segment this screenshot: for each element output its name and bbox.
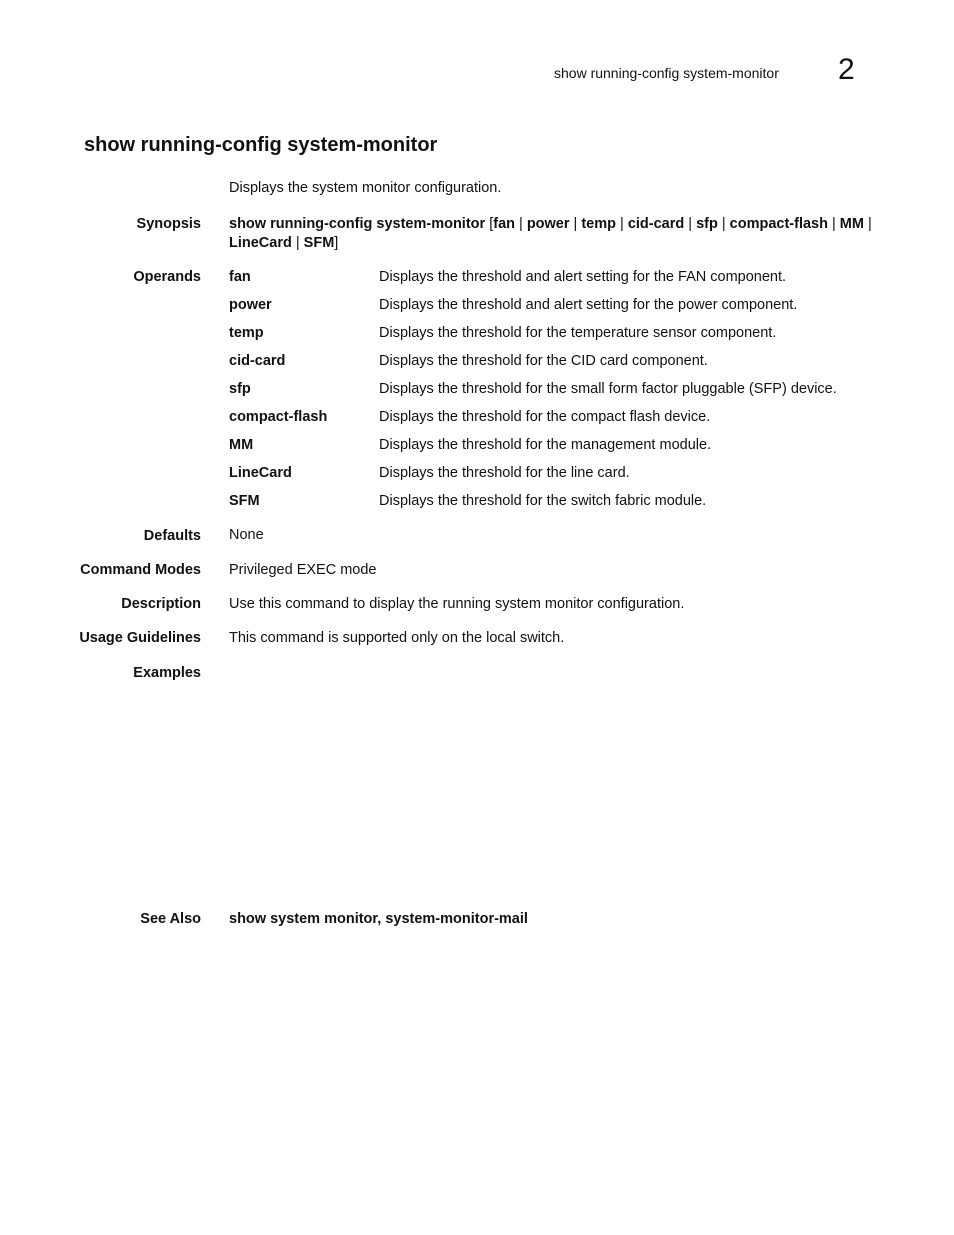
synopsis-option: power — [526, 216, 570, 232]
operand-name: temp — [229, 325, 264, 341]
synopsis-separator: | — [863, 216, 872, 232]
usage-guidelines-value: This command is supported only on the local switch. — [229, 630, 565, 646]
defaults-value: None — [229, 527, 264, 543]
operand-name: fan — [229, 269, 251, 285]
synopsis-command: show running-config system-monitor — [229, 216, 486, 232]
page-title: show running-config system-monitor — [84, 134, 438, 156]
operands-label: Operands — [133, 269, 201, 285]
synopsis-option: temp — [581, 216, 616, 232]
synopsis-option: compact-flash — [729, 216, 828, 232]
synopsis-label: Synopsis — [136, 216, 201, 232]
operand-name: SFM — [229, 493, 260, 509]
see-also-label: See Also — [140, 911, 201, 927]
synopsis-close-bracket: ] — [334, 235, 339, 251]
operand-description: Displays the threshold for the CID card component. — [379, 353, 708, 369]
synopsis-separator: | — [569, 216, 582, 232]
examples-label: Examples — [133, 665, 201, 681]
operand-description: Displays the threshold for the compact flash device. — [379, 409, 711, 425]
synopsis-text — [229, 215, 879, 253]
operand-description: Displays the threshold and alert setting for the power component. — [379, 297, 798, 313]
command-modes-value: Privileged EXEC mode — [229, 562, 377, 578]
synopsis-option: LineCard — [229, 235, 292, 251]
synopsis-option: sfp — [696, 216, 718, 232]
intro-text: Displays the system monitor configuration. — [229, 180, 502, 196]
synopsis-separator: | — [827, 216, 840, 232]
synopsis-separator: | — [717, 216, 730, 232]
usage-guidelines-label: Usage Guidelines — [79, 630, 201, 646]
synopsis-option: fan — [493, 216, 515, 232]
operand-description: Displays the threshold for the small form factor pluggable (SFP) device. — [379, 381, 837, 397]
synopsis-option: SFM — [303, 235, 335, 251]
synopsis-open-bracket: [ — [485, 216, 494, 232]
operand-name: sfp — [229, 381, 251, 397]
defaults-label: Defaults — [143, 528, 201, 544]
synopsis-separator: | — [684, 216, 697, 232]
running-header-title: show running-config system-monitor — [554, 65, 779, 81]
operand-description: Displays the threshold for the management module. — [379, 437, 712, 453]
operand-description: Displays the threshold for the line card. — [379, 465, 630, 481]
synopsis-separator: | — [514, 216, 527, 232]
synopsis-option: MM — [839, 216, 864, 232]
operand-description: Displays the threshold for the temperature sensor component. — [379, 325, 777, 341]
operand-name: power — [229, 297, 272, 313]
operand-description: Displays the threshold and alert setting for the FAN component. — [379, 269, 787, 285]
operand-name: MM — [229, 437, 254, 453]
command-modes-label: Command Modes — [80, 562, 201, 578]
synopsis-separator: | — [616, 216, 628, 232]
synopsis-separator: | — [291, 235, 304, 251]
description-label: Description — [121, 596, 201, 612]
operand-name: cid-card — [229, 353, 286, 369]
operand-name: LineCard — [229, 465, 292, 481]
chapter-number: 2 — [838, 53, 855, 86]
see-also-links[interactable]: show system monitor, system-monitor-mail — [229, 911, 528, 927]
synopsis-option: cid-card — [627, 216, 685, 232]
operand-name: compact-flash — [229, 409, 328, 425]
operand-description: Displays the threshold for the switch fabric module. — [379, 493, 707, 509]
description-value: Use this command to display the running system monitor configuration. — [229, 596, 685, 612]
